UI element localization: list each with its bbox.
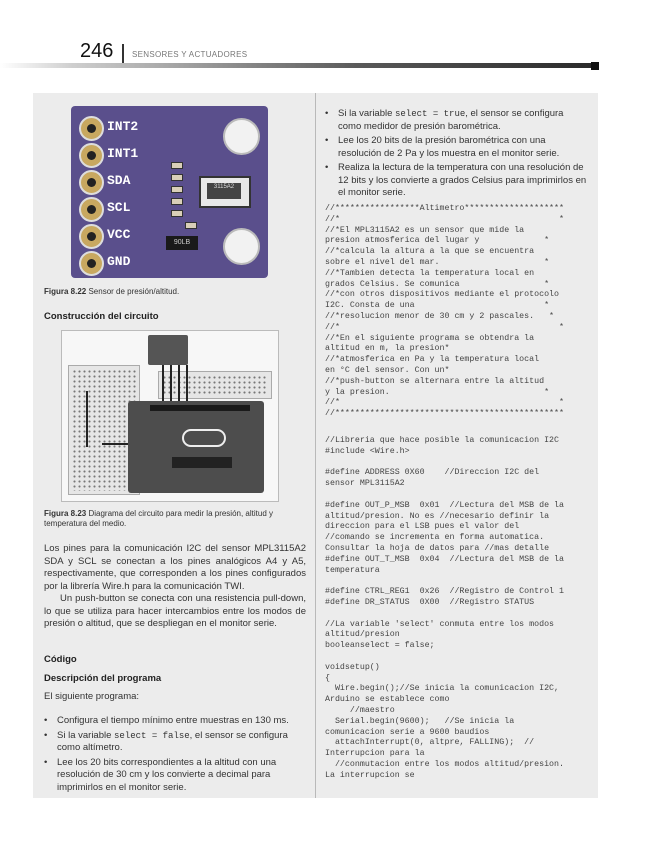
- pin-vcc: [79, 224, 104, 249]
- pin-label: SDA: [107, 173, 131, 188]
- section-heading: Código: [44, 654, 77, 665]
- page-header: [0, 0, 661, 72]
- pin-gnd: [79, 251, 104, 276]
- figure-label: Figura 8.22: [44, 287, 87, 296]
- list-item: • Lee los 20 bits de la presión barométrica con una resolución de 2 Pa y los muestra en el monitor serie.: [325, 135, 589, 160]
- capacitor: [185, 222, 197, 229]
- wire: [86, 391, 88, 447]
- body-paragraph: El siguiente programa:: [44, 691, 140, 702]
- figure-caption-text: Diagrama del circuito para medir la presión, altitud y temperatura del medio.: [44, 509, 273, 528]
- figure-caption-text: Sensor de presión/altitud.: [86, 287, 180, 296]
- breadboard-strip: [158, 371, 272, 399]
- pressure-sensor-image: [71, 106, 268, 278]
- inline-code: select = true: [395, 109, 466, 119]
- header-rule: [0, 63, 594, 68]
- page-number: 246: [80, 40, 114, 62]
- wire: [178, 365, 180, 405]
- list-item: • Realiza la lectura de la temperatura con una resolución de 12 bits y los convierte a grados Celsius para imprimirlos en el monitor serie.: [325, 162, 589, 200]
- resistor: [171, 174, 183, 181]
- arduino-logo: [182, 429, 226, 447]
- pin-label: INT2: [107, 119, 139, 134]
- pin-label: SCL: [107, 200, 131, 215]
- pin-int2: [79, 116, 104, 141]
- code-block-source: //Libreria que hace posible la comunicacion I2C #include <Wire.h> #define ADDRESS 0X60 //Direccion I2C del sensor MPL3115A2 #define OUT_P_MSB 0x01 //Lectura del MSB de la altitud/presion. No es //necesario definir la direccion para el LSB pues el valor del //comando se incrementa en forma automatica. Consultar la hoja de datos para //mas detalle #define OUT_T_MSB 0x04 //Lectura del MSB de la temperatura #define CTRL_REG1 0x26 //Registro de Control 1 #define DR_STATUS 0X00 //Registro STATUS //La variable 'select' conmuta entre los modos altitud/presion booleanselect = false; voidsetup() { Wire.begin();//Se inicia la comunicacion I2C, Arduino se establece como //maestro Serial.begin(9600); //Se inicia la comunicacion serie a 9600 baudios attachInterrupt(0, altpre, FALLING); // Interrupcion para la //conmutacion entre los modos altitud/presion. La interrupcion se: [325, 436, 564, 780]
- mounting-hole: [223, 118, 260, 155]
- pin-header: [150, 405, 250, 411]
- wire: [162, 365, 164, 405]
- arduino-board: [128, 401, 264, 493]
- wire: [170, 365, 172, 405]
- running-head: SENSORES Y ACTUADORES: [132, 50, 248, 59]
- section-heading: Descripción del programa: [44, 673, 162, 684]
- figure-caption: [44, 287, 306, 297]
- pin-sda: [79, 170, 104, 195]
- pin-scl: [79, 197, 104, 222]
- microcontroller-chip: [172, 457, 232, 468]
- bullet-list: [44, 715, 306, 796]
- sensor-chip: [199, 176, 251, 208]
- code-block-header: //*****************Altimetro******************** //* * //*El MPL3115A2 es un sensor que mide la presion atmosferica del lugar y * //*calcula la altura a la que se encuentra sobre el nivel del mar. * //*Tambien detecta la temperatura local en grados Celsius. Se comunica * //*con otros dispositivos mediante el protocolo I2C. Consta de una * //*resolucion menor de 30 cm y 2 pascales. * //* * //*En el siguiente programa se obtendra la altitud en m, la presion* //*atmosferica en Pa y la temperatura local en °C del sensor. Con un* //*push-button se alternara entre la altitud y la presion. * //* * //**********************************************: [325, 204, 564, 419]
- figure-label: Figura 8.23: [44, 509, 87, 518]
- chip-marking: 3115A2: [207, 183, 241, 199]
- pin-label: VCC: [107, 227, 131, 242]
- body-paragraph: Los pines para la comunicación I2C del sensor MPL3115A2 SDA y SCL se conectan a los pines analógicos A4 y A5, respectivamente, que corresponden a los pines configurados por la librería Wire.h para la comunicación TWI.: [44, 543, 306, 592]
- section-heading: Construcción del circuito: [44, 311, 159, 322]
- wire: [186, 365, 188, 405]
- list-item: • Si la variable select = true, el sensor se configura como medidor de presión barométrica.: [325, 108, 589, 133]
- regulator-chip: 90LB: [166, 236, 198, 250]
- resistor: [171, 186, 183, 193]
- pin-int1: [79, 143, 104, 168]
- pin-label: GND: [107, 254, 131, 269]
- mounting-hole: [223, 228, 260, 265]
- inline-code: select = false: [114, 730, 190, 741]
- resistor: [171, 162, 183, 169]
- resistor: [171, 210, 183, 217]
- list-item: • Lee los 20 bits correspondientes a la altitud con una resolución de 30 cm y los convierte a decimal para imprimirlos en el monitor serie.: [44, 757, 306, 795]
- list-item: • Configura el tiempo mínimo entre muestras en 130 ms.: [44, 715, 306, 728]
- header-separator: [122, 44, 124, 64]
- body-paragraph: Un push-button se conecta con una resistencia pull-down, lo que se utiliza para hacer intercambios entre los modos de presión o altitud, que se despliegan en el monitor serie.: [44, 593, 306, 629]
- sensor-module: [148, 335, 188, 365]
- circuit-diagram-image: [61, 330, 279, 502]
- header-rule-marker: [591, 62, 599, 70]
- list-item: • Si la variable select = false, el sensor se configura como altímetro.: [44, 730, 306, 755]
- bullet-list: [325, 108, 589, 202]
- pin-label: INT1: [107, 146, 139, 161]
- resistor: [171, 198, 183, 205]
- figure-caption: [44, 509, 306, 529]
- column-divider: [315, 93, 316, 798]
